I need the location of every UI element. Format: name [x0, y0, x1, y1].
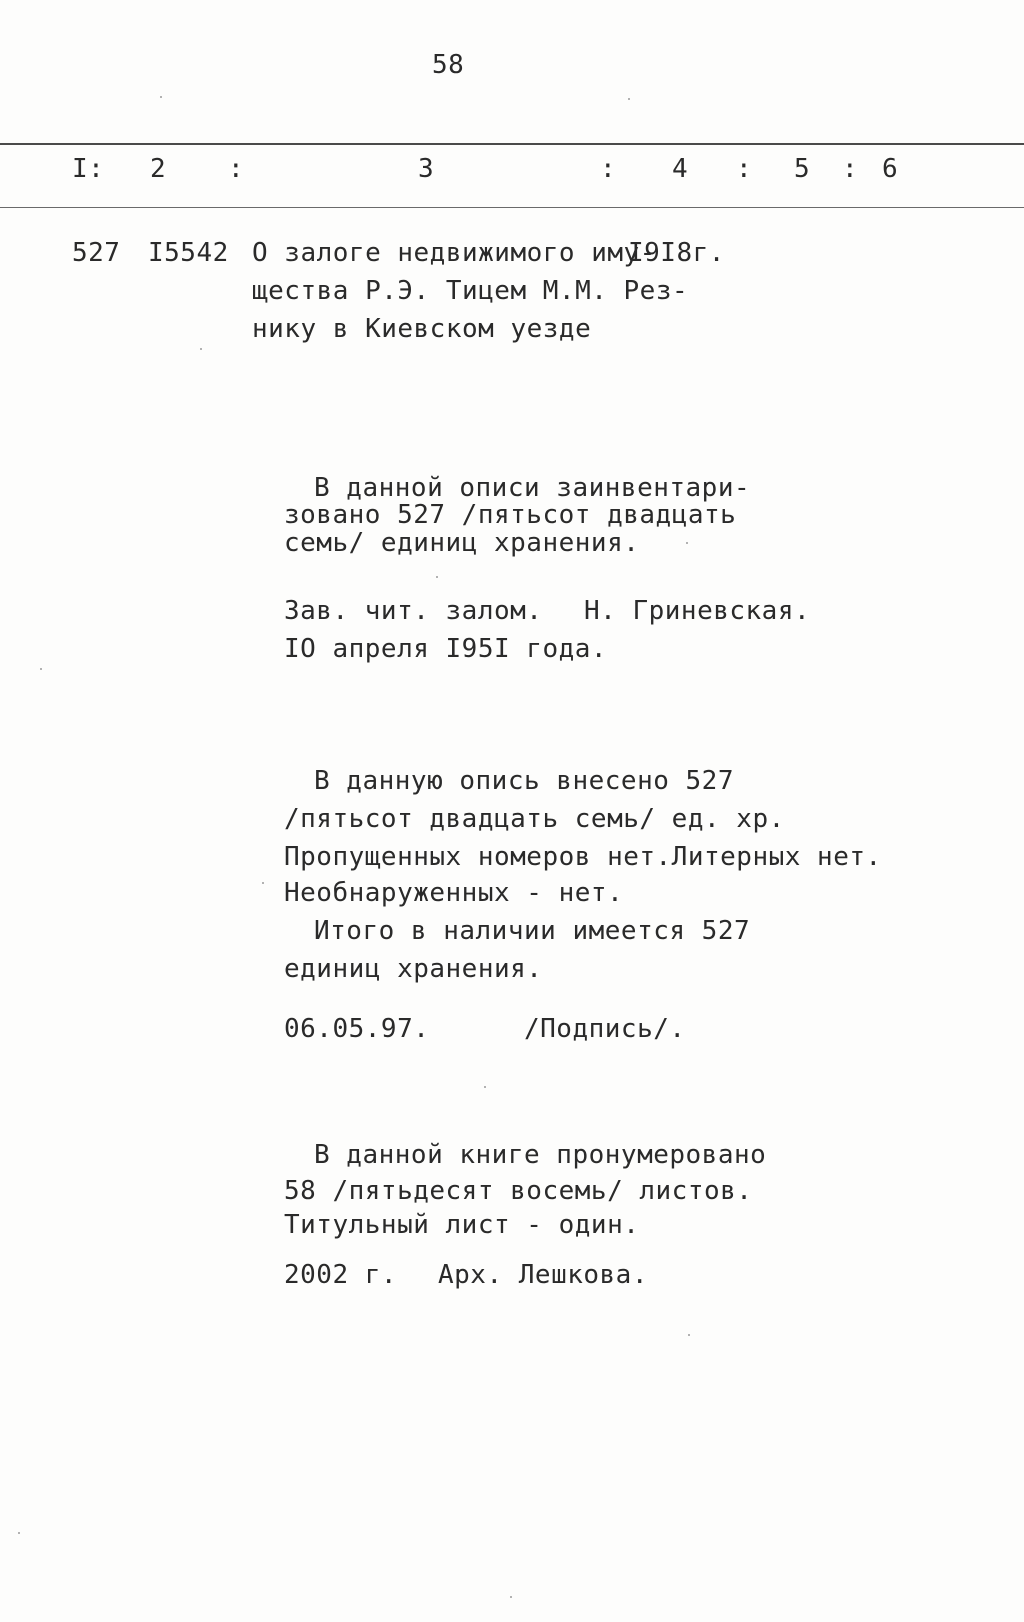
certification-line: семь/ единиц хранения.	[284, 528, 640, 558]
scan-speck	[18, 1532, 20, 1534]
entry-code: I5542	[148, 238, 229, 268]
table-header-col3: 3	[418, 154, 435, 184]
certification-line: Титульный лист - один.	[284, 1210, 640, 1240]
table-header-separator: :	[736, 154, 753, 184]
page-number: 58	[432, 50, 465, 80]
table-header-separator: :	[228, 154, 245, 184]
entry-title-line: нику в Киевском уезде	[252, 314, 592, 344]
scan-speck	[628, 98, 630, 100]
scan-speck	[510, 1596, 512, 1598]
table-header-col5: 5	[794, 154, 811, 184]
certification-line: Итого в наличии имеется 527	[314, 916, 751, 946]
entry-title-line: щества Р.Э. Тицем М.М. Рез-	[252, 276, 689, 306]
table-header-bottom-rule	[0, 207, 1024, 208]
scan-speck	[688, 1334, 690, 1336]
scan-speck	[686, 542, 688, 544]
scan-speck	[436, 576, 438, 578]
archivist-name: Арх. Лешкова.	[438, 1260, 648, 1290]
certification-line: зовано 527 /пятьсот двадцать	[284, 500, 737, 530]
scan-speck	[160, 96, 162, 98]
certification-line: Необнаруженных - нет.	[284, 878, 624, 908]
entry-date: I9I8г.	[628, 238, 725, 268]
table-header-col2: 2	[150, 154, 167, 184]
certification-line: /пятьсот двадцать семь/ ед. хр.	[284, 804, 785, 834]
signer-name: Н. Гриневская.	[584, 596, 811, 626]
certification-year: 2002 г.	[284, 1260, 398, 1290]
scan-speck	[40, 668, 42, 670]
table-header-col6: 6	[882, 154, 899, 184]
signature-note: /Подпись/.	[524, 1014, 686, 1044]
entry-title-line: О залоге недвижимого иму-	[252, 238, 656, 268]
certification-line: единиц хранения.	[284, 954, 543, 984]
signer-role: Зав. чит. залом.	[284, 596, 543, 626]
table-header-separator: :	[842, 154, 859, 184]
scan-speck	[262, 882, 264, 884]
scan-speck	[200, 348, 202, 350]
table-header-col4: 4	[672, 154, 689, 184]
scan-speck	[484, 1086, 486, 1088]
certification-date: 06.05.97.	[284, 1014, 430, 1044]
certification-line: В данной книге пронумеровано	[314, 1140, 767, 1170]
table-header-separator: :	[600, 154, 617, 184]
table-header-top-rule	[0, 143, 1024, 145]
certification-line: В данной описи заинвентари-	[314, 473, 751, 503]
certification-line: В данную опись внесено 527	[314, 766, 734, 796]
certification-line: Пропущенных номеров нет.Литерных нет.	[284, 842, 882, 872]
certification-date: IO апреля I95I года.	[284, 634, 608, 664]
table-header-col1: I:	[72, 154, 105, 184]
entry-number: 527	[72, 238, 121, 268]
certification-line: 58 /пятьдесят восемь/ листов.	[284, 1176, 753, 1206]
